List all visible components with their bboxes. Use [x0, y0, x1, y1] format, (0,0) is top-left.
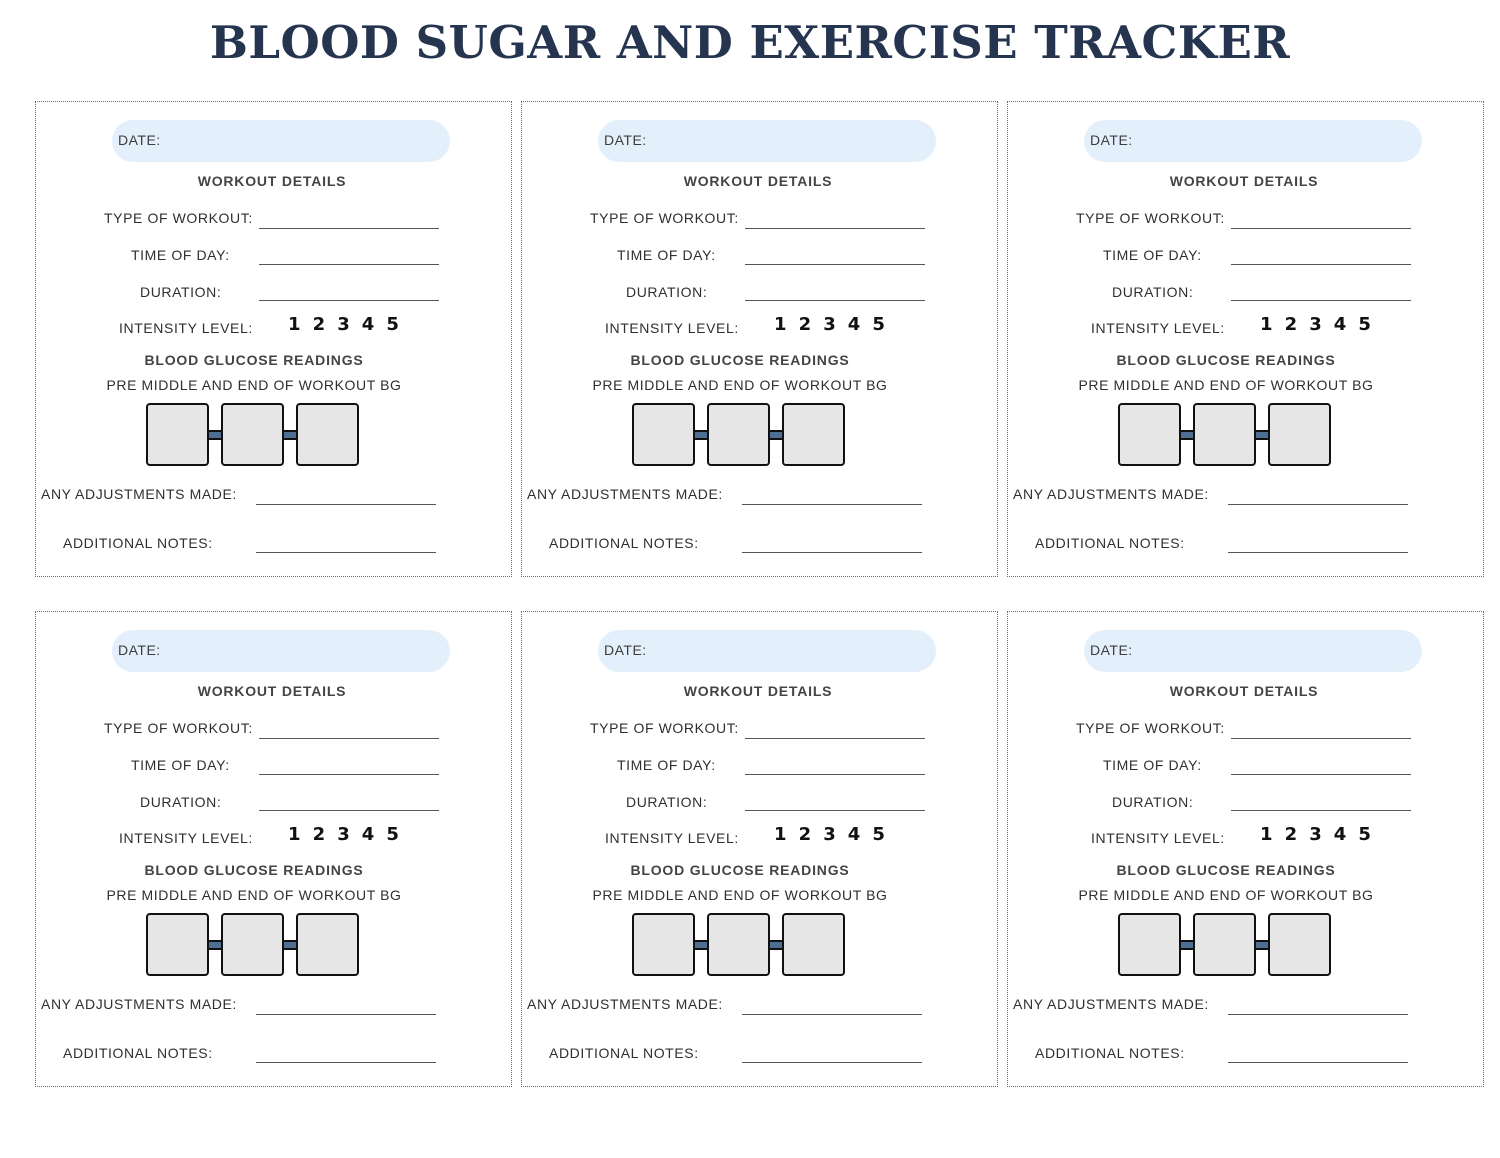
duration-input[interactable] — [745, 300, 925, 301]
tracker-card-1 — [35, 101, 512, 577]
time-of-day-input[interactable] — [259, 264, 439, 265]
duration-label: DURATION: — [626, 794, 708, 810]
type-of-workout-label: TYPE OF WORKOUT: — [1076, 720, 1225, 736]
adjustments-label: ANY ADJUSTMENTS MADE: — [1013, 486, 1209, 502]
bg-readings-heading: BLOOD GLUCOSE READINGS — [144, 352, 364, 368]
type-of-workout-input[interactable] — [1231, 738, 1411, 739]
intensity-level-label: INTENSITY LEVEL: — [1091, 830, 1225, 846]
time-of-day-input[interactable] — [1231, 774, 1411, 775]
intensity-option-1[interactable]: 1 — [288, 314, 301, 335]
time-of-day-label: TIME OF DAY: — [1103, 247, 1202, 263]
bg-middle-box[interactable] — [1193, 403, 1256, 466]
bg-readings-heading: BLOOD GLUCOSE READINGS — [1116, 862, 1336, 878]
intensity-option-3[interactable]: 3 — [337, 314, 350, 335]
intensity-option-2[interactable]: 2 — [312, 314, 326, 335]
intensity-option-1[interactable]: 1 — [1260, 824, 1273, 845]
intensity-option-5[interactable]: 5 — [1358, 824, 1371, 845]
bg-connector — [770, 940, 782, 950]
intensity-option-4[interactable]: 4 — [847, 824, 861, 845]
time-of-day-input[interactable] — [259, 774, 439, 775]
type-of-workout-label: TYPE OF WORKOUT: — [104, 210, 253, 226]
bg-pre-box[interactable] — [1118, 403, 1181, 466]
workout-details-heading: WORKOUT DETAILS — [1169, 173, 1319, 189]
notes-input[interactable] — [256, 1062, 436, 1063]
adjustments-label: ANY ADJUSTMENTS MADE: — [41, 486, 237, 502]
bg-connector — [284, 430, 296, 440]
bg-connector — [209, 940, 221, 950]
adjustments-input[interactable] — [1228, 504, 1408, 505]
tracker-card-6 — [1007, 611, 1484, 1087]
bg-readings-heading: BLOOD GLUCOSE READINGS — [630, 352, 850, 368]
date-label: DATE: — [604, 642, 647, 658]
bg-pre-box[interactable] — [146, 913, 209, 976]
intensity-level-label: INTENSITY LEVEL: — [1091, 320, 1225, 336]
intensity-level-label: INTENSITY LEVEL: — [119, 830, 253, 846]
adjustments-input[interactable] — [742, 504, 922, 505]
date-label: DATE: — [604, 132, 647, 148]
bg-connector — [284, 940, 296, 950]
adjustments-label: ANY ADJUSTMENTS MADE: — [1013, 996, 1209, 1012]
date-label: DATE: — [118, 132, 161, 148]
date-field[interactable] — [112, 630, 450, 672]
bg-connector — [695, 940, 707, 950]
intensity-option-5[interactable]: 5 — [872, 824, 885, 845]
duration-label: DURATION: — [1112, 794, 1194, 810]
intensity-option-5[interactable]: 5 — [1358, 314, 1371, 335]
bg-readings-subtitle: PRE MIDDLE AND END OF WORKOUT BG — [1078, 377, 1374, 393]
bg-middle-box[interactable] — [1193, 913, 1256, 976]
workout-details-heading: WORKOUT DETAILS — [197, 683, 347, 699]
intensity-option-1[interactable]: 1 — [288, 824, 301, 845]
notes-label: ADDITIONAL NOTES: — [63, 1045, 213, 1061]
date-label: DATE: — [1090, 132, 1133, 148]
time-of-day-label: TIME OF DAY: — [1103, 757, 1202, 773]
bg-readings-heading: BLOOD GLUCOSE READINGS — [1116, 352, 1336, 368]
bg-pre-box[interactable] — [1118, 913, 1181, 976]
bg-pre-box[interactable] — [632, 403, 695, 466]
notes-label: ADDITIONAL NOTES: — [1035, 535, 1185, 551]
date-field[interactable] — [1084, 120, 1422, 162]
duration-input[interactable] — [1231, 810, 1411, 811]
tracker-card-3 — [1007, 101, 1484, 577]
bg-end-box[interactable] — [296, 403, 359, 466]
intensity-option-3[interactable]: 3 — [337, 824, 350, 845]
duration-input[interactable] — [1231, 300, 1411, 301]
tracker-card-2 — [521, 101, 998, 577]
bg-connector — [209, 430, 221, 440]
bg-pre-box[interactable] — [146, 403, 209, 466]
intensity-scale — [1260, 824, 1383, 845]
type-of-workout-input[interactable] — [745, 738, 925, 739]
date-field[interactable] — [598, 120, 936, 162]
bg-middle-box[interactable] — [707, 403, 770, 466]
adjustments-label: ANY ADJUSTMENTS MADE: — [41, 996, 237, 1012]
page-title: BLOOD SUGAR AND EXERCISE TRACKER — [209, 16, 1291, 69]
intensity-level-label: INTENSITY LEVEL: — [119, 320, 253, 336]
bg-end-box[interactable] — [1268, 913, 1331, 976]
notes-input[interactable] — [1228, 1062, 1408, 1063]
notes-input[interactable] — [1228, 552, 1408, 553]
notes-input[interactable] — [742, 1062, 922, 1063]
duration-input[interactable] — [259, 300, 439, 301]
time-of-day-label: TIME OF DAY: — [617, 757, 716, 773]
intensity-option-3[interactable]: 3 — [823, 824, 836, 845]
intensity-level-label: INTENSITY LEVEL: — [605, 320, 739, 336]
tracker-card-4 — [35, 611, 512, 1087]
intensity-option-1[interactable]: 1 — [774, 314, 787, 335]
intensity-option-5[interactable]: 5 — [386, 824, 399, 845]
intensity-option-2[interactable]: 2 — [798, 314, 812, 335]
adjustments-input[interactable] — [256, 504, 436, 505]
workout-details-heading: WORKOUT DETAILS — [683, 173, 833, 189]
intensity-scale — [774, 314, 897, 335]
intensity-scale — [774, 824, 897, 845]
bg-middle-box[interactable] — [707, 913, 770, 976]
type-of-workout-input[interactable] — [259, 228, 439, 229]
intensity-option-2[interactable]: 2 — [798, 824, 812, 845]
type-of-workout-input[interactable] — [745, 228, 925, 229]
notes-label: ADDITIONAL NOTES: — [549, 535, 699, 551]
adjustments-input[interactable] — [742, 1014, 922, 1015]
bg-connector — [1256, 430, 1268, 440]
intensity-option-4[interactable]: 4 — [1333, 824, 1347, 845]
duration-label: DURATION: — [1112, 284, 1194, 300]
bg-readings-subtitle: PRE MIDDLE AND END OF WORKOUT BG — [1078, 887, 1374, 903]
time-of-day-label: TIME OF DAY: — [617, 247, 716, 263]
bg-end-box[interactable] — [296, 913, 359, 976]
workout-details-heading: WORKOUT DETAILS — [683, 683, 833, 699]
intensity-option-4[interactable]: 4 — [847, 314, 861, 335]
intensity-option-2[interactable]: 2 — [1284, 824, 1298, 845]
intensity-scale — [288, 824, 411, 845]
date-field[interactable] — [112, 120, 450, 162]
bg-connector — [695, 430, 707, 440]
bg-readings-subtitle: PRE MIDDLE AND END OF WORKOUT BG — [592, 377, 888, 393]
intensity-scale — [1260, 314, 1383, 335]
bg-readings-heading: BLOOD GLUCOSE READINGS — [144, 862, 364, 878]
intensity-option-1[interactable]: 1 — [774, 824, 787, 845]
intensity-level-label: INTENSITY LEVEL: — [605, 830, 739, 846]
intensity-option-2[interactable]: 2 — [312, 824, 326, 845]
intensity-option-4[interactable]: 4 — [1333, 314, 1347, 335]
duration-label: DURATION: — [140, 284, 222, 300]
intensity-option-1[interactable]: 1 — [1260, 314, 1273, 335]
bg-end-box[interactable] — [782, 913, 845, 976]
notes-input[interactable] — [742, 552, 922, 553]
bg-readings-subtitle: PRE MIDDLE AND END OF WORKOUT BG — [592, 887, 888, 903]
duration-label: DURATION: — [626, 284, 708, 300]
bg-readings-subtitle: PRE MIDDLE AND END OF WORKOUT BG — [106, 377, 402, 393]
tracker-card-5 — [521, 611, 998, 1087]
bg-connector — [1181, 940, 1193, 950]
bg-pre-box[interactable] — [632, 913, 695, 976]
workout-details-heading: WORKOUT DETAILS — [197, 173, 347, 189]
adjustments-label: ANY ADJUSTMENTS MADE: — [527, 486, 723, 502]
type-of-workout-input[interactable] — [259, 738, 439, 739]
time-of-day-input[interactable] — [745, 264, 925, 265]
adjustments-label: ANY ADJUSTMENTS MADE: — [527, 996, 723, 1012]
adjustments-input[interactable] — [256, 1014, 436, 1015]
time-of-day-label: TIME OF DAY: — [131, 247, 230, 263]
adjustments-input[interactable] — [1228, 1014, 1408, 1015]
notes-input[interactable] — [256, 552, 436, 553]
intensity-option-5[interactable]: 5 — [386, 314, 399, 335]
bg-connector — [770, 430, 782, 440]
bg-end-box[interactable] — [1268, 403, 1331, 466]
bg-readings-heading: BLOOD GLUCOSE READINGS — [630, 862, 850, 878]
date-label: DATE: — [1090, 642, 1133, 658]
intensity-option-5[interactable]: 5 — [872, 314, 885, 335]
workout-details-heading: WORKOUT DETAILS — [1169, 683, 1319, 699]
bg-end-box[interactable] — [782, 403, 845, 466]
type-of-workout-label: TYPE OF WORKOUT: — [590, 720, 739, 736]
intensity-option-3[interactable]: 3 — [823, 314, 836, 335]
bg-connector — [1181, 430, 1193, 440]
intensity-option-4[interactable]: 4 — [361, 824, 375, 845]
intensity-option-3[interactable]: 3 — [1309, 314, 1322, 335]
duration-label: DURATION: — [140, 794, 222, 810]
type-of-workout-label: TYPE OF WORKOUT: — [1076, 210, 1225, 226]
bg-middle-box[interactable] — [221, 913, 284, 976]
type-of-workout-label: TYPE OF WORKOUT: — [590, 210, 739, 226]
duration-input[interactable] — [259, 810, 439, 811]
bg-connector — [1256, 940, 1268, 950]
type-of-workout-input[interactable] — [1231, 228, 1411, 229]
time-of-day-input[interactable] — [1231, 264, 1411, 265]
time-of-day-input[interactable] — [745, 774, 925, 775]
intensity-option-2[interactable]: 2 — [1284, 314, 1298, 335]
bg-readings-subtitle: PRE MIDDLE AND END OF WORKOUT BG — [106, 887, 402, 903]
date-field[interactable] — [1084, 630, 1422, 672]
intensity-option-3[interactable]: 3 — [1309, 824, 1322, 845]
date-field[interactable] — [598, 630, 936, 672]
notes-label: ADDITIONAL NOTES: — [1035, 1045, 1185, 1061]
notes-label: ADDITIONAL NOTES: — [63, 535, 213, 551]
intensity-scale — [288, 314, 411, 335]
type-of-workout-label: TYPE OF WORKOUT: — [104, 720, 253, 736]
notes-label: ADDITIONAL NOTES: — [549, 1045, 699, 1061]
time-of-day-label: TIME OF DAY: — [131, 757, 230, 773]
bg-middle-box[interactable] — [221, 403, 284, 466]
date-label: DATE: — [118, 642, 161, 658]
intensity-option-4[interactable]: 4 — [361, 314, 375, 335]
duration-input[interactable] — [745, 810, 925, 811]
